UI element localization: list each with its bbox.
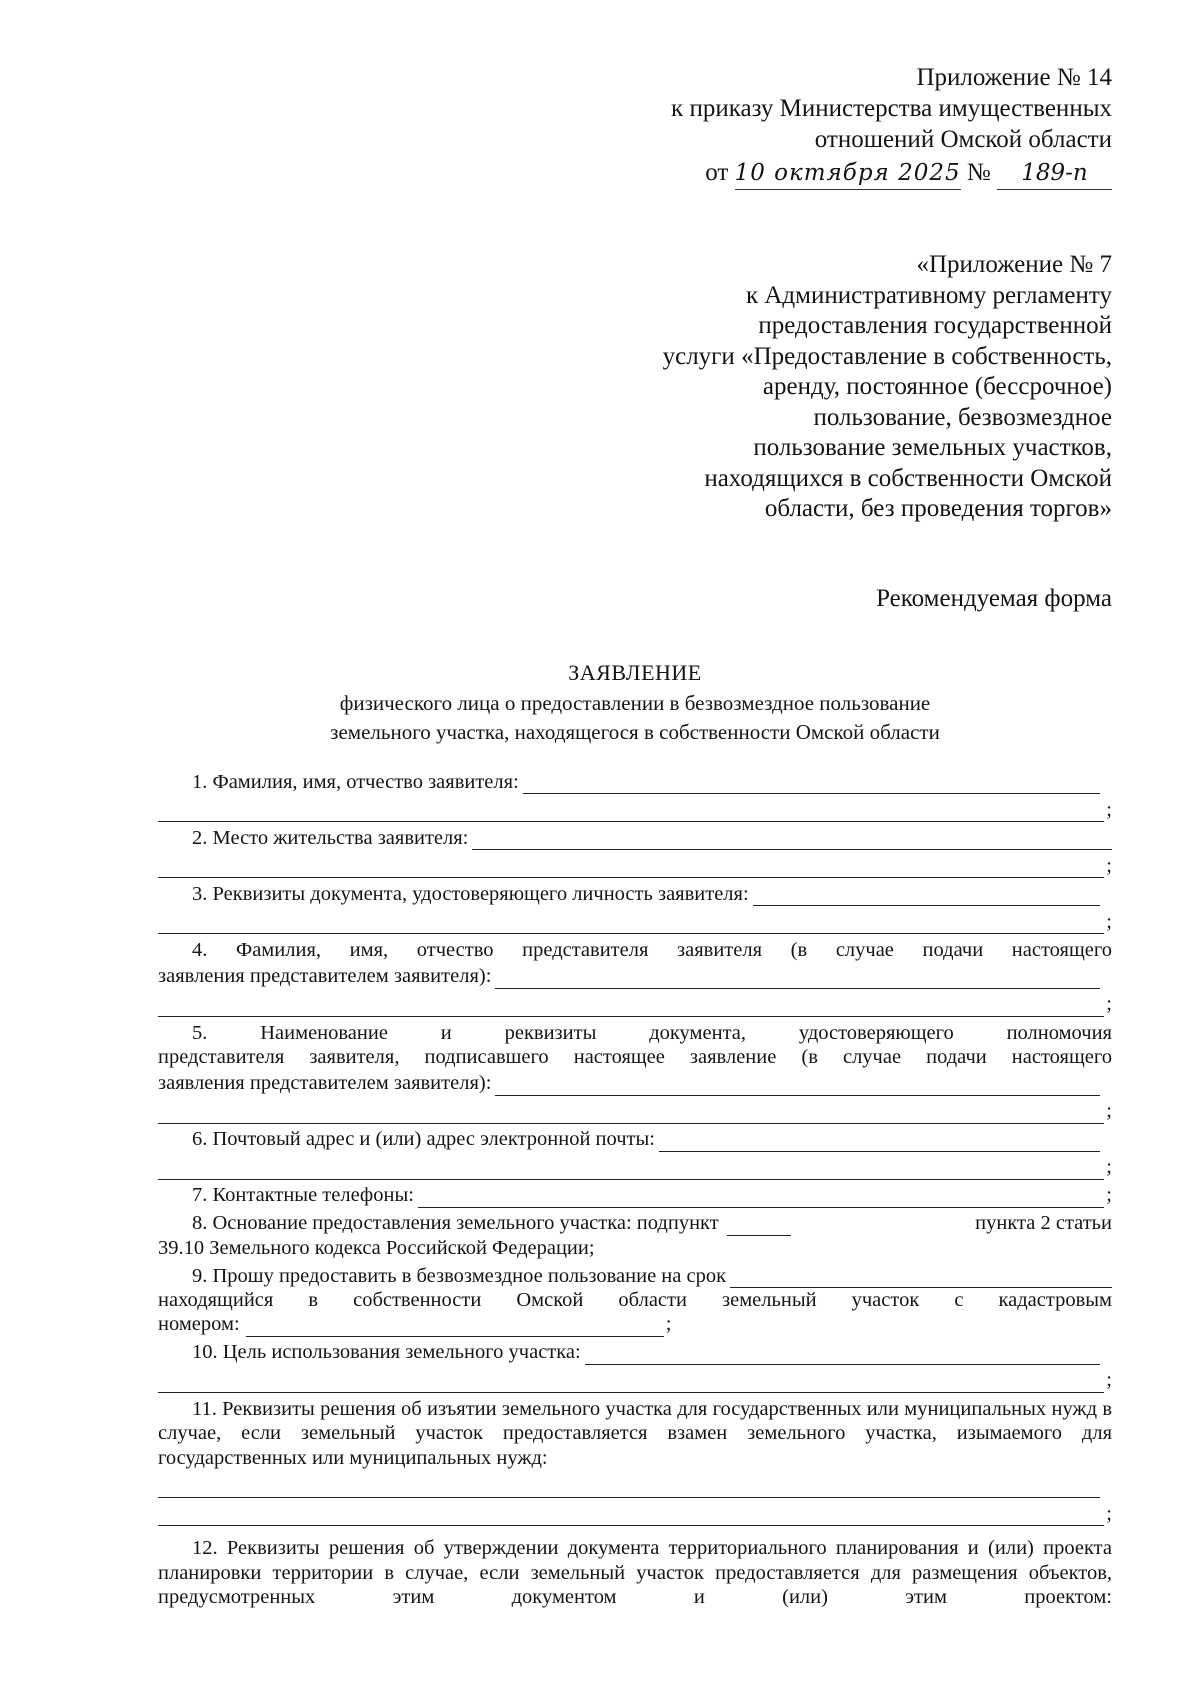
semicolon: ; <box>1106 1369 1112 1391</box>
recommended-form: Рекомендуемая форма <box>876 585 1112 612</box>
semicolon: ; <box>1106 854 1112 877</box>
field-12 <box>158 1536 1112 1610</box>
field-3-label: 3. Реквизиты документа, удостоверяющего личность заявителя: <box>192 882 749 905</box>
header-date-line <box>671 157 1112 190</box>
field-10-input-line-2[interactable] <box>158 1374 1104 1393</box>
field-5-label-line-1: 5. Наименование и реквизиты документа, удостоверяющего полномочия <box>192 1021 1112 1044</box>
semicolon: ; <box>1106 798 1112 821</box>
field-9-label-c: номером: <box>158 1313 240 1335</box>
field-1-input[interactable] <box>523 775 1100 794</box>
appendix-line: услуги «Предоставление в собственность, <box>662 342 1112 370</box>
field-4-label-line-2: заявления представителем заявителя): <box>158 965 492 987</box>
appendix-line: к Административному регламенту <box>745 281 1112 309</box>
field-8-label-b: пункта 2 статьи <box>975 1212 1112 1234</box>
semicolon: ; <box>1106 910 1112 933</box>
field-5-continuation <box>158 1096 1112 1124</box>
appendix-line: области, без проведения торгов» <box>764 495 1112 522</box>
header-line-2: к приказу Министерства имущественных <box>671 95 1112 122</box>
appendix-line: пользование земельных участков, <box>753 434 1112 461</box>
semicolon: ; <box>665 1313 672 1335</box>
field-2-input[interactable] <box>472 831 1112 850</box>
field-4 <box>158 938 1112 1017</box>
term-input[interactable] <box>730 1269 1112 1288</box>
field-9 <box>158 1264 1112 1337</box>
field-1 <box>158 766 1112 794</box>
field-5-line-3 <box>158 1070 1112 1096</box>
field-9-line-3 <box>158 1313 1112 1337</box>
field-11-input[interactable] <box>158 1479 1100 1498</box>
field-9-line-1 <box>158 1264 1112 1288</box>
field-2-label: 2. Место жительства заявителя: <box>192 826 469 849</box>
field-11-label: 11. Реквизиты решения об изъятии земельного участка для государственных или муниципальных нужд в случае, если земельный участок предоставляется взамен земельного участка, изымаемого для государственных или муниципальных нужд: <box>158 1397 1112 1469</box>
date-prefix: от <box>705 159 729 186</box>
semicolon: ; <box>1106 1156 1112 1178</box>
field-11-line-b <box>158 1498 1112 1526</box>
field-1-label: 1. Фамилия, имя, отчество заявителя: <box>192 770 519 793</box>
semicolon: ; <box>1106 1184 1112 1206</box>
field-9-label-b: находящийся в собственности Омской области земельный участок с кадастровым <box>158 1289 1112 1311</box>
field-3-continuation <box>158 906 1112 934</box>
number-sign: № <box>966 159 991 186</box>
form-subtitle-2: земельного участка, находящегося в собственности Омской области <box>330 720 940 744</box>
field-8-label-a: 8. Основание предоставления земельного участка: подпункт <box>192 1212 719 1234</box>
field-2-input-line-2[interactable] <box>158 859 1104 878</box>
field-10-continuation <box>158 1365 1112 1393</box>
field-11-line-a <box>158 1470 1112 1498</box>
field-5-label-line-2: представителя заявителя, подписавшего настоящее заявление (в случае подачи настоящего <box>158 1046 1112 1068</box>
field-6-input[interactable] <box>659 1133 1100 1152</box>
field-7-label: 7. Контактные телефоны: <box>192 1184 414 1206</box>
field-4-label-line-1: 4. Фамилия, имя, отчество представителя заявителя (в случае подачи настоящего <box>192 939 1112 961</box>
form-subtitle-1: физического лица о предоставлении в безвозмездное пользование <box>339 691 931 715</box>
field-10-label: 10. Цель использования земельного участка: <box>192 1341 581 1363</box>
field-8 <box>158 1212 1112 1261</box>
appendix-line: находящихся в собственности Омской <box>704 464 1112 492</box>
field-3 <box>158 878 1112 906</box>
subparagraph-input[interactable] <box>727 1217 791 1236</box>
field-6-input-line-2[interactable] <box>158 1161 1104 1180</box>
field-1-continuation <box>158 794 1112 822</box>
field-4-input[interactable] <box>495 970 1100 989</box>
field-7 <box>158 1180 1112 1208</box>
field-8-label-c: 39.10 Земельного кодекса Российской Федерации; <box>158 1236 595 1259</box>
field-4-continuation <box>158 989 1112 1017</box>
form-body <box>158 766 1112 1610</box>
field-4-input-line-2[interactable] <box>158 998 1104 1017</box>
field-11-input-line-2[interactable] <box>158 1507 1104 1526</box>
appendix-block <box>663 250 1112 525</box>
appendix-line: пользование, безвозмездное <box>813 403 1112 431</box>
field-3-input-line-2[interactable] <box>158 915 1104 934</box>
field-5 <box>158 1021 1112 1124</box>
field-5-label-line-3: заявления представителем заявителя): <box>158 1072 492 1094</box>
field-8-line-1 <box>158 1212 1112 1236</box>
field-10-input[interactable] <box>585 1346 1100 1365</box>
semicolon: ; <box>1106 1502 1112 1525</box>
appendix-line: аренду, постоянное (бессрочное) <box>762 373 1112 400</box>
field-12-label: 12. Реквизиты решения об утверждении документа территориального планирования и (или) проекта планировки территории в случае, если земельный участок предоставляется для размещения объектов, предусмотренных этим документом и (или) этим проектом: <box>158 1537 1112 1608</box>
field-5-input-line-2[interactable] <box>158 1105 1104 1124</box>
field-5-input[interactable] <box>495 1077 1100 1096</box>
semicolon: ; <box>1106 1100 1112 1122</box>
field-6 <box>158 1124 1112 1152</box>
form-title: ЗАЯВЛЕНИЕ <box>568 660 702 685</box>
field-10 <box>158 1337 1112 1365</box>
cadastral-number-input[interactable] <box>246 1318 664 1337</box>
field-3-input[interactable] <box>753 887 1100 906</box>
field-4-line-2 <box>158 963 1112 989</box>
semicolon: ; <box>1106 993 1112 1015</box>
field-11 <box>158 1397 1112 1527</box>
field-9-label-a: 9. Прошу предоставить в безвозмездное пользование на срок <box>192 1264 727 1287</box>
header-line-3: отношений Омской области <box>814 126 1112 153</box>
field-6-continuation <box>158 1152 1112 1180</box>
field-2 <box>158 822 1112 850</box>
field-1-input-line-2[interactable] <box>158 803 1104 822</box>
field-2-continuation <box>158 850 1112 878</box>
handwritten-number: 189-п <box>997 158 1112 190</box>
header-line-1: Приложение № 14 <box>916 64 1112 91</box>
field-6-label: 6. Почтовый адрес и (или) адрес электронной почты: <box>192 1128 655 1150</box>
field-7-input[interactable] <box>418 1189 1104 1208</box>
order-header <box>671 62 1112 190</box>
appendix-line: «Приложение № 7 <box>916 251 1112 278</box>
handwritten-date: 10 октября 2025 <box>735 158 961 190</box>
appendix-line: предоставления государственной <box>758 312 1112 339</box>
